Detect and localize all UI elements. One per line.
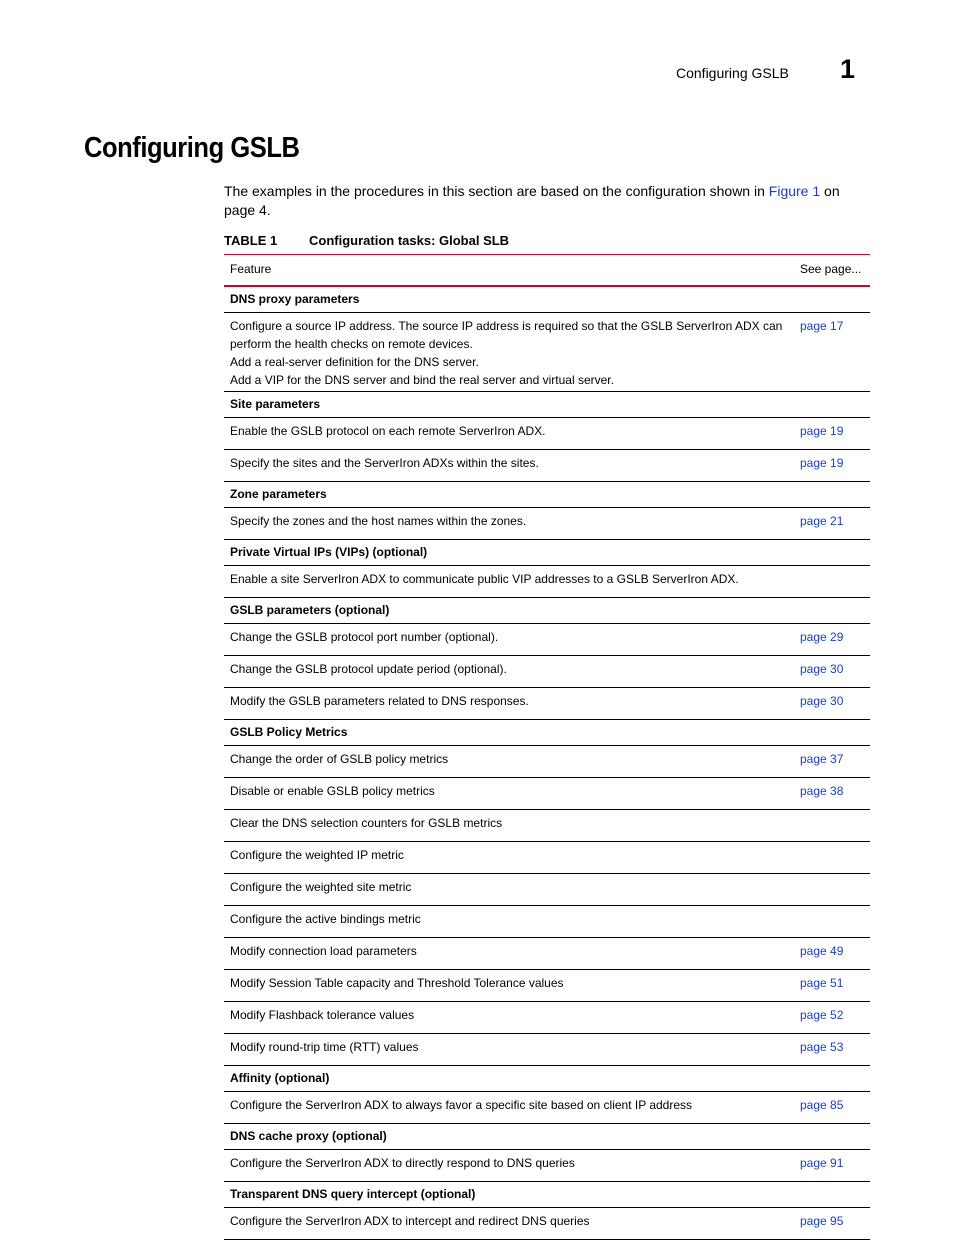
feature-text: Modify Session Table capacity and Threshold Tolerance values bbox=[230, 976, 564, 990]
feature-text: Enable the GSLB protocol on each remote ServerIron ADX. bbox=[230, 424, 546, 438]
feature-text: Specify the zones and the host names within the zones. bbox=[230, 514, 527, 528]
table-row bbox=[224, 656, 870, 688]
feature-cell bbox=[224, 656, 798, 688]
section-heading: GSLB Policy Metrics bbox=[224, 720, 870, 746]
running-header-title: Configuring GSLB bbox=[676, 65, 789, 81]
feature-cell bbox=[224, 1092, 798, 1124]
feature-text: Configure the ServerIron ADX to directly respond to DNS queries bbox=[230, 1156, 575, 1170]
chapter-number: 1 bbox=[840, 54, 856, 84]
section-heading: DNS proxy parameters bbox=[224, 286, 870, 313]
table-section-row bbox=[224, 392, 870, 418]
page-reference-link[interactable]: page 53 bbox=[800, 1040, 844, 1054]
intro-paragraph bbox=[224, 182, 874, 220]
feature-cell bbox=[224, 418, 798, 450]
table-row bbox=[224, 418, 870, 450]
table-header-row bbox=[224, 255, 870, 287]
feature-cell bbox=[224, 1002, 798, 1034]
section-heading: DNS cache proxy (optional) bbox=[224, 1124, 870, 1150]
feature-cell bbox=[224, 1034, 798, 1066]
figure-1-link[interactable]: Figure 1 bbox=[768, 183, 821, 199]
table-row bbox=[224, 938, 870, 970]
page-reference-link[interactable]: page 52 bbox=[800, 1008, 844, 1022]
feature-cell bbox=[224, 938, 798, 970]
page-cell bbox=[798, 624, 870, 656]
page-reference-link[interactable]: page 37 bbox=[800, 752, 844, 766]
page-cell bbox=[798, 810, 870, 842]
page-reference-link[interactable]: page 29 bbox=[800, 630, 844, 644]
page-reference-link[interactable]: page 95 bbox=[800, 1214, 844, 1228]
feature-cell bbox=[224, 624, 798, 656]
feature-cell bbox=[224, 778, 798, 810]
page-reference-link[interactable]: page 51 bbox=[800, 976, 844, 990]
section-heading: Site parameters bbox=[224, 392, 870, 418]
feature-column-header: Feature bbox=[224, 255, 798, 287]
page-cell bbox=[798, 313, 870, 392]
section-heading: Transparent DNS query intercept (optional) bbox=[224, 1182, 870, 1208]
page-reference-link[interactable]: page 17 bbox=[800, 319, 844, 333]
table-section-row bbox=[224, 720, 870, 746]
feature-text: Add a VIP for the DNS server and bind the real server and virtual server. bbox=[230, 373, 614, 387]
table-row bbox=[224, 778, 870, 810]
feature-cell bbox=[224, 842, 798, 874]
page-cell bbox=[798, 656, 870, 688]
page-reference-link[interactable]: page 30 bbox=[800, 694, 844, 708]
table-section-row bbox=[224, 1182, 870, 1208]
page-cell bbox=[798, 450, 870, 482]
table-row bbox=[224, 1002, 870, 1034]
intro-text-before: The examples in the procedures in this section are based on the configuration shown in bbox=[224, 183, 769, 199]
table-section-row bbox=[224, 598, 870, 624]
table-row bbox=[224, 1150, 870, 1182]
page-cell bbox=[798, 970, 870, 1002]
table-row bbox=[224, 906, 870, 938]
feature-text: Change the GSLB protocol update period (optional). bbox=[230, 662, 507, 676]
feature-cell bbox=[224, 450, 798, 482]
page-cell bbox=[798, 906, 870, 938]
table-row bbox=[224, 313, 870, 392]
table-row bbox=[224, 970, 870, 1002]
see-page-column-header: See page... bbox=[798, 255, 870, 287]
page-reference-link[interactable]: page 21 bbox=[800, 514, 844, 528]
table-section-row bbox=[224, 540, 870, 566]
table-row bbox=[224, 810, 870, 842]
feature-cell bbox=[224, 746, 798, 778]
section-heading: Zone parameters bbox=[224, 482, 870, 508]
feature-text: Modify round-trip time (RTT) values bbox=[230, 1040, 419, 1054]
page-reference-link[interactable]: page 38 bbox=[800, 784, 844, 798]
page-cell bbox=[798, 418, 870, 450]
feature-text: Modify connection load parameters bbox=[230, 944, 417, 958]
page-cell bbox=[798, 874, 870, 906]
page-cell bbox=[798, 1002, 870, 1034]
feature-cell bbox=[224, 1150, 798, 1182]
feature-cell bbox=[224, 508, 798, 540]
table-section-row bbox=[224, 1066, 870, 1092]
section-heading: GSLB parameters (optional) bbox=[224, 598, 870, 624]
table-row bbox=[224, 1034, 870, 1066]
feature-text: Configure the ServerIron ADX to always favor a specific site based on client IP address bbox=[230, 1098, 693, 1112]
page-reference-link[interactable]: page 19 bbox=[800, 456, 844, 470]
feature-text: Specify the sites and the ServerIron ADXs within the sites. bbox=[230, 456, 539, 470]
intro-text-after: on page 4. bbox=[224, 183, 840, 218]
table-body bbox=[224, 286, 870, 1240]
feature-text: Change the GSLB protocol port number (optional). bbox=[230, 630, 499, 644]
feature-text: Modify the GSLB parameters related to DNS responses. bbox=[230, 694, 529, 708]
table-row bbox=[224, 874, 870, 906]
feature-text: Configure a source IP address. The source IP address is required so that the GSLB ServerIron ADX can perform the health checks on remote devices. bbox=[230, 319, 783, 351]
page-cell bbox=[798, 938, 870, 970]
feature-text: Clear the DNS selection counters for GSLB metrics bbox=[230, 816, 503, 830]
page-reference-link[interactable]: page 91 bbox=[800, 1156, 844, 1170]
table-row bbox=[224, 508, 870, 540]
feature-text: Disable or enable GSLB policy metrics bbox=[230, 784, 435, 798]
table-section-row bbox=[224, 482, 870, 508]
feature-text: Configure the ServerIron ADX to intercept and redirect DNS queries bbox=[230, 1214, 590, 1228]
feature-cell bbox=[224, 906, 798, 938]
page-reference-link[interactable]: page 85 bbox=[800, 1098, 844, 1112]
page-cell bbox=[798, 778, 870, 810]
table-row bbox=[224, 450, 870, 482]
feature-cell bbox=[224, 688, 798, 720]
table-caption-title: Configuration tasks: Global SLB bbox=[309, 233, 510, 248]
feature-cell bbox=[224, 566, 798, 598]
table-section-row bbox=[224, 286, 870, 313]
page-reference-link[interactable]: page 19 bbox=[800, 424, 844, 438]
feature-text: Change the order of GSLB policy metrics bbox=[230, 752, 449, 766]
page-cell bbox=[798, 566, 870, 598]
page-reference-link[interactable]: page 30 bbox=[800, 662, 844, 676]
page-reference-link[interactable]: page 49 bbox=[800, 944, 844, 958]
table-caption-number: TABLE 1 bbox=[224, 233, 278, 248]
table-row bbox=[224, 688, 870, 720]
feature-cell bbox=[224, 810, 798, 842]
feature-text: Configure the weighted IP metric bbox=[230, 848, 404, 862]
page-cell bbox=[798, 1034, 870, 1066]
feature-text: Modify Flashback tolerance values bbox=[230, 1008, 415, 1022]
feature-cell bbox=[224, 874, 798, 906]
table-row bbox=[224, 746, 870, 778]
feature-text: Add a real-server definition for the DNS server. bbox=[230, 355, 479, 369]
page-title: Configuring GSLB bbox=[84, 132, 300, 164]
page-cell bbox=[798, 1092, 870, 1124]
page-cell bbox=[798, 508, 870, 540]
table-section-row bbox=[224, 1124, 870, 1150]
table-caption bbox=[224, 233, 509, 248]
table-row bbox=[224, 566, 870, 598]
section-heading: Affinity (optional) bbox=[224, 1066, 870, 1092]
configuration-tasks-table bbox=[224, 254, 870, 1240]
table-row bbox=[224, 624, 870, 656]
page-cell bbox=[798, 688, 870, 720]
feature-text: Enable a site ServerIron ADX to communicate public VIP addresses to a GSLB ServerIron ADX. bbox=[230, 572, 739, 586]
page-cell bbox=[798, 1150, 870, 1182]
feature-cell bbox=[224, 313, 798, 392]
section-heading: Private Virtual IPs (VIPs) (optional) bbox=[224, 540, 870, 566]
feature-cell bbox=[224, 970, 798, 1002]
page-cell bbox=[798, 746, 870, 778]
table-row bbox=[224, 842, 870, 874]
page-cell bbox=[798, 842, 870, 874]
feature-text: Configure the weighted site metric bbox=[230, 880, 412, 894]
feature-text: Configure the active bindings metric bbox=[230, 912, 421, 926]
table-row bbox=[224, 1092, 870, 1124]
